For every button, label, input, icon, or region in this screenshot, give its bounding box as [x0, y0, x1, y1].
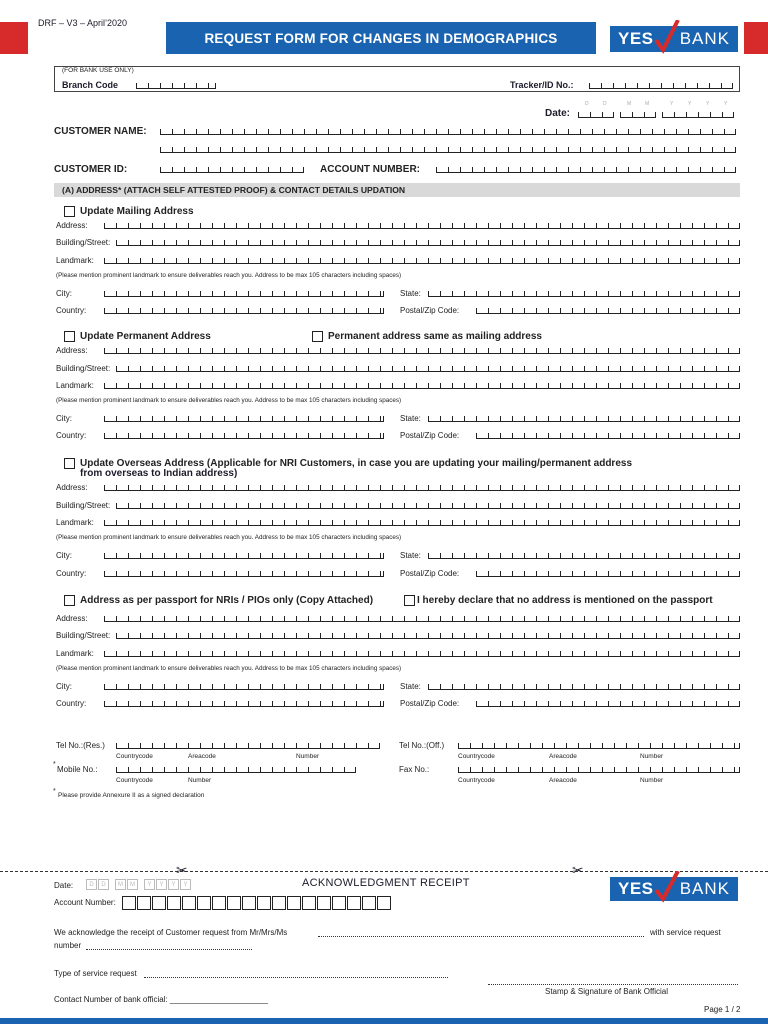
- mobile-label: Mobile No.:: [57, 765, 98, 774]
- permanent-postal-field[interactable]: [476, 429, 740, 439]
- doc-code: DRF – V3 – April’2020: [38, 18, 128, 28]
- mobile-countrycode: Countrycode: [116, 777, 153, 784]
- ack-account-label: Account Number:: [54, 898, 116, 907]
- state-label: State:: [400, 682, 421, 691]
- update-permanent-checkbox-row[interactable]: Update Permanent Address: [64, 331, 211, 342]
- stamp-line[interactable]: [488, 984, 738, 985]
- update-permanent-checkbox[interactable]: [64, 331, 75, 342]
- mailing-postal-field[interactable]: [476, 304, 740, 314]
- fax-countrycode: Countrycode: [458, 777, 495, 784]
- update-mailing-checkbox-row[interactable]: Update Mailing Address: [64, 206, 194, 217]
- permanent-same-checkbox[interactable]: [312, 331, 323, 342]
- fax-areacode: Areacode: [549, 777, 577, 784]
- bottom-brand-bar: [0, 1018, 768, 1024]
- checkmark-icon: [654, 871, 680, 905]
- annexure-note: Please provide Annexure II as a signed declaration: [58, 792, 205, 799]
- ack-date-label: Date:: [54, 881, 74, 890]
- city-label: City:: [56, 414, 72, 423]
- ack-date-d2: D: [98, 879, 109, 890]
- passport-building-field[interactable]: [116, 629, 740, 639]
- building-label: Building/Street:: [56, 364, 111, 373]
- ack-date-m1: M: [115, 879, 126, 890]
- account-number-field[interactable]: [436, 163, 736, 173]
- mailing-address-field[interactable]: [104, 219, 740, 229]
- permanent-address-field[interactable]: [104, 344, 740, 354]
- date-ph-y2: Y: [688, 101, 692, 107]
- overseas-state-field[interactable]: [428, 549, 740, 559]
- permanent-state-field[interactable]: [428, 412, 740, 422]
- right-red-tab: [744, 22, 768, 54]
- ack-date-y2: Y: [156, 879, 167, 890]
- state-label: State:: [400, 551, 421, 560]
- fax-label: Fax No.:: [399, 765, 430, 774]
- ack-date-d1: D: [86, 879, 97, 890]
- date-ph-y1: Y: [670, 101, 674, 107]
- state-label: State:: [400, 414, 421, 423]
- customer-name-field-1[interactable]: [160, 125, 736, 135]
- date-ph-d1: D: [585, 101, 589, 107]
- overseas-address-field[interactable]: [104, 481, 740, 491]
- country-label: Country:: [56, 569, 87, 578]
- branch-code-field[interactable]: [136, 79, 216, 89]
- customer-id-label: CUSTOMER ID:: [54, 164, 128, 175]
- tel-res-label: Tel No.:(Res.): [56, 741, 105, 750]
- landmark-note: (Please mention prominent landmark to ensure deliverables reach you. Address to be max 105 characters including spaces): [56, 534, 402, 541]
- passport-city-field[interactable]: [104, 680, 384, 690]
- passport-address-checkbox-row[interactable]: Address as per passport for NRIs / PIOs only (Copy Attached): [64, 595, 373, 606]
- tel-res-field[interactable]: [116, 739, 380, 749]
- date-ph-y3: Y: [706, 101, 710, 107]
- mailing-building-field[interactable]: [116, 236, 740, 246]
- passport-declare-checkbox-row[interactable]: I hereby declare that no address is mentioned on the passport: [404, 595, 713, 606]
- tel-res-areacode: Areacode: [188, 753, 216, 760]
- postal-label: Postal/Zip Code:: [400, 306, 460, 315]
- fax-number: Number: [640, 777, 664, 784]
- date-month-field[interactable]: [620, 108, 656, 118]
- country-label: Country:: [56, 699, 87, 708]
- ack-date-y4: Y: [180, 879, 191, 890]
- ack-number-line[interactable]: [86, 949, 252, 950]
- mobile-number: Number: [188, 777, 212, 784]
- mailing-landmark-field[interactable]: [104, 254, 740, 264]
- landmark-label: Landmark:: [56, 256, 94, 265]
- mailing-city-field[interactable]: [104, 287, 384, 297]
- ack-text-2: with service request: [650, 928, 721, 937]
- mailing-state-field[interactable]: [428, 287, 740, 297]
- mailing-country-field[interactable]: [104, 304, 384, 314]
- account-number-label: ACCOUNT NUMBER:: [320, 164, 420, 175]
- city-label: City:: [56, 289, 72, 298]
- passport-postal-field[interactable]: [476, 697, 740, 707]
- landmark-note: (Please mention prominent landmark to ensure deliverables reach you. Address to be max 105 characters including spaces): [56, 665, 402, 672]
- city-label: City:: [56, 682, 72, 691]
- fax-field[interactable]: [458, 763, 740, 773]
- ack-text-1: We acknowledge the receipt of Customer request from Mr/Mrs/Ms: [54, 928, 288, 937]
- scissors-icon: ✂: [176, 862, 188, 878]
- update-mailing-checkbox[interactable]: [64, 206, 75, 217]
- building-label: Building/Street:: [56, 238, 111, 247]
- service-type-label: Type of service request: [54, 969, 137, 978]
- annexure-asterisk: *: [53, 788, 56, 795]
- overseas-country-field[interactable]: [104, 567, 384, 577]
- date-ph-d2: D: [603, 101, 607, 107]
- update-overseas-checkbox[interactable]: [64, 458, 75, 469]
- ack-title: ACKNOWLEDGMENT RECEIPT: [302, 877, 470, 889]
- section-a-heading: (A) ADDRESS* (ATTACH SELF ATTESTED PROOF) & CONTACT DETAILS UPDATION: [54, 183, 740, 197]
- checkmark-icon: [654, 20, 680, 56]
- country-label: Country:: [56, 431, 87, 440]
- passport-address-field[interactable]: [104, 612, 740, 622]
- yes-bank-logo: YES BANK: [610, 26, 738, 52]
- passport-state-field[interactable]: [428, 680, 740, 690]
- landmark-label: Landmark:: [56, 518, 94, 527]
- date-day-field[interactable]: [578, 108, 614, 118]
- address-label: Address:: [56, 483, 88, 492]
- left-red-tab: [0, 22, 28, 54]
- permanent-same-checkbox-row[interactable]: Permanent address same as mailing address: [312, 331, 542, 342]
- tel-res-number: Number: [296, 753, 320, 760]
- date-ph-m1: M: [627, 101, 632, 107]
- cut-line: [0, 871, 768, 872]
- ack-date-field[interactable]: [86, 879, 192, 890]
- mobile-field[interactable]: [116, 763, 356, 773]
- customer-id-field[interactable]: [160, 163, 304, 173]
- page-number: Page 1 / 2: [704, 1005, 741, 1014]
- tracker-id-field[interactable]: [589, 79, 733, 89]
- permanent-country-field[interactable]: [104, 429, 384, 439]
- tel-off-label: Tel No.:(Off.): [399, 741, 445, 750]
- ack-date-y1: Y: [144, 879, 155, 890]
- ack-text-3: number: [54, 941, 82, 950]
- tel-res-countrycode: Countrycode: [116, 753, 153, 760]
- customer-name-field-2[interactable]: [160, 143, 736, 153]
- address-label: Address:: [56, 614, 88, 623]
- city-label: City:: [56, 551, 72, 560]
- postal-label: Postal/Zip Code:: [400, 431, 460, 440]
- landmark-note: (Please mention prominent landmark to ensure deliverables reach you. Address to be max 105 characters including spaces): [56, 272, 402, 279]
- ack-account-boxes[interactable]: [122, 896, 392, 910]
- ack-name-line[interactable]: [318, 936, 644, 937]
- scissors-icon: ✂: [572, 862, 584, 878]
- branch-code-label: Branch Code: [62, 80, 119, 90]
- date-ph-m2: M: [645, 101, 650, 107]
- country-label: Country:: [56, 306, 87, 315]
- customer-name-label: CUSTOMER NAME:: [54, 126, 147, 137]
- overseas-building-field[interactable]: [116, 499, 740, 509]
- tel-off-areacode: Areacode: [549, 753, 577, 760]
- postal-label: Postal/Zip Code:: [400, 569, 460, 578]
- form-title: REQUEST FORM FOR CHANGES IN DEMOGRAPHICS: [166, 22, 596, 54]
- passport-landmark-field[interactable]: [104, 647, 740, 657]
- tel-off-number: Number: [640, 753, 664, 760]
- overseas-landmark-field[interactable]: [104, 516, 740, 526]
- ack-date-m2: M: [127, 879, 138, 890]
- passport-declare-checkbox[interactable]: [404, 595, 415, 606]
- state-label: State:: [400, 289, 421, 298]
- stamp-label: Stamp & Signature of Bank Official: [545, 987, 669, 996]
- permanent-landmark-field[interactable]: [104, 379, 740, 389]
- landmark-label: Landmark:: [56, 649, 94, 658]
- yes-bank-logo-ack: YES BANK: [610, 877, 738, 901]
- date-label: Date:: [545, 108, 571, 119]
- building-label: Building/Street:: [56, 501, 111, 510]
- passport-address-checkbox[interactable]: [64, 595, 75, 606]
- postal-label: Postal/Zip Code:: [400, 699, 460, 708]
- overseas-heading-line2: from overseas to Indian address): [80, 468, 238, 479]
- address-label: Address:: [56, 221, 88, 230]
- contact-bank-label: Contact Number of bank official: ______________________: [54, 995, 268, 1004]
- landmark-label: Landmark:: [56, 381, 94, 390]
- tel-off-field[interactable]: [458, 739, 740, 749]
- passport-country-field[interactable]: [104, 697, 384, 707]
- overseas-city-field[interactable]: [104, 549, 384, 559]
- permanent-city-field[interactable]: [104, 412, 384, 422]
- service-type-line[interactable]: [144, 977, 448, 978]
- mobile-asterisk: *: [53, 761, 56, 768]
- building-label: Building/Street:: [56, 631, 111, 640]
- bank-use-note: (FOR BANK USE ONLY): [62, 67, 134, 74]
- update-overseas-checkbox-row[interactable]: Update Overseas Address (Applicable for NRI Customers, in case you are updating your mailing/permanent address: [64, 458, 632, 469]
- tracker-label: Tracker/ID No.:: [510, 80, 574, 90]
- address-label: Address:: [56, 346, 88, 355]
- overseas-postal-field[interactable]: [476, 567, 740, 577]
- ack-date-y3: Y: [168, 879, 179, 890]
- date-ph-y4: Y: [724, 101, 728, 107]
- landmark-note: (Please mention prominent landmark to ensure deliverables reach you. Address to be max 105 characters including spaces): [56, 397, 402, 404]
- date-year-field[interactable]: [662, 108, 734, 118]
- tel-off-countrycode: Countrycode: [458, 753, 495, 760]
- permanent-building-field[interactable]: [116, 362, 740, 372]
